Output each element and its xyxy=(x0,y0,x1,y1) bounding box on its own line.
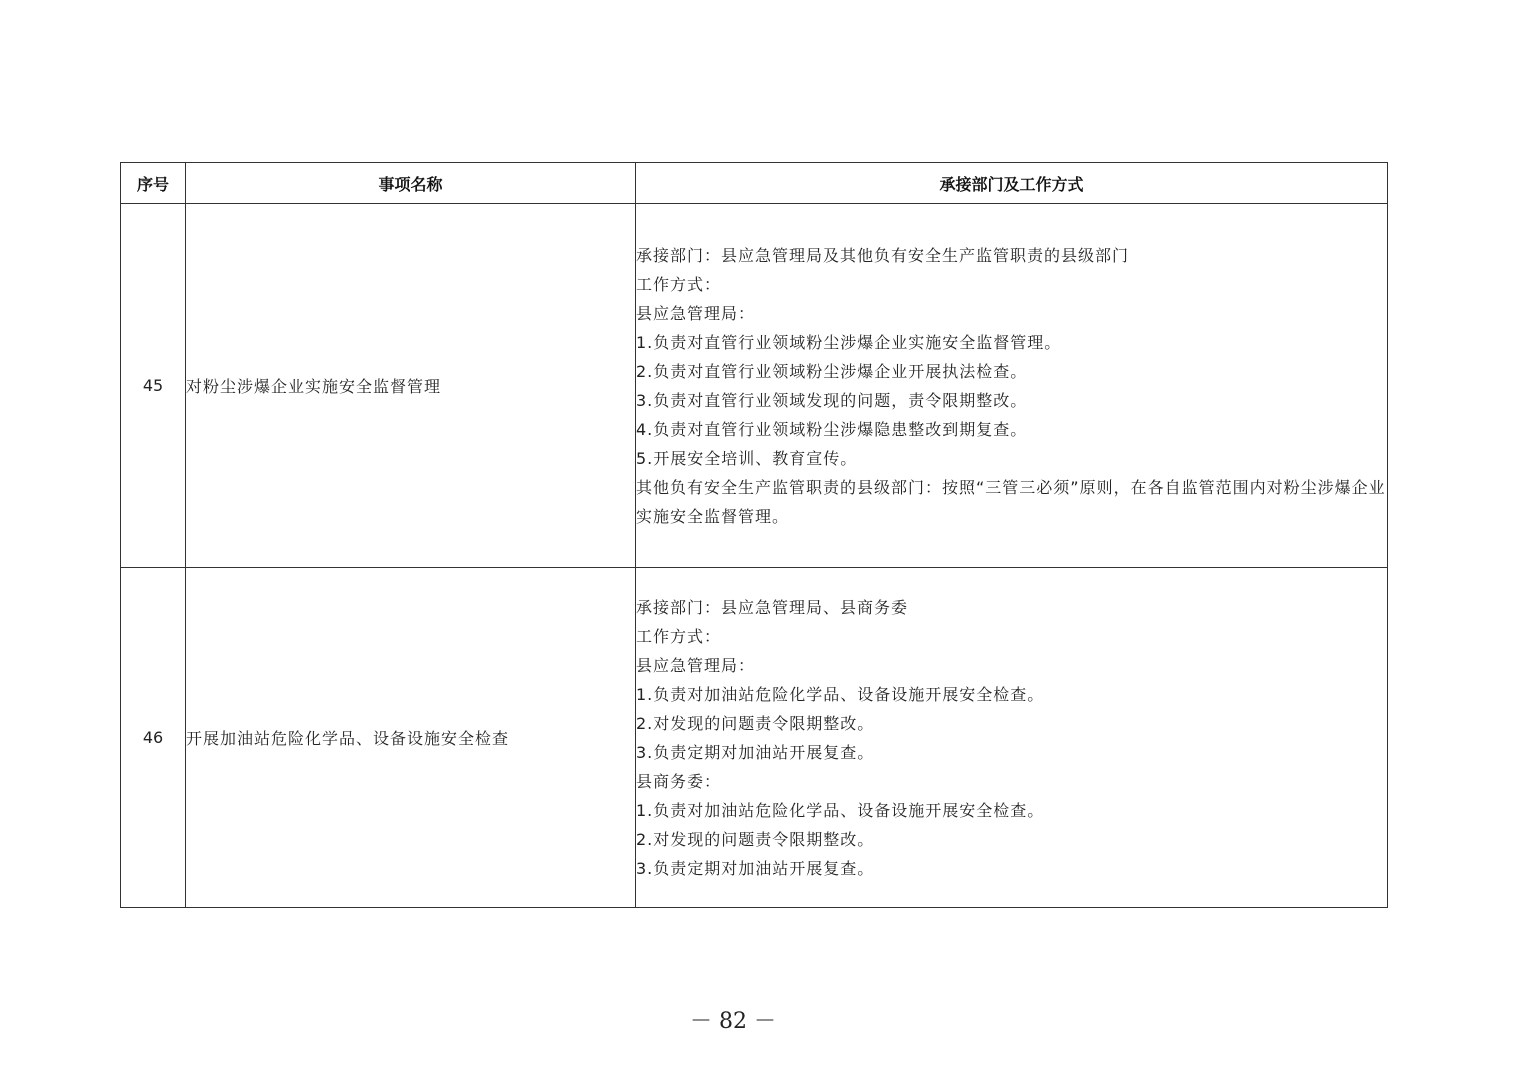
method-line: 县商务委： xyxy=(636,771,722,791)
method-line: 3.负责定期对加油站开展复查。 xyxy=(636,742,875,762)
method-line: 1.负责对加油站危险化学品、设备设施开展安全检查。 xyxy=(636,800,1045,820)
method-line: 4.负责对直管行业领域粉尘涉爆隐患整改到期复查。 xyxy=(636,419,1028,439)
method-line: 承接部门：县应急管理局、县商务委 xyxy=(636,597,909,617)
method-line: 县应急管理局： xyxy=(636,303,756,323)
method-line: 2.对发现的问题责令限期整改。 xyxy=(636,829,875,849)
table-row xyxy=(121,204,1388,568)
method-line: 其他负有安全生产监管职责的县级部门：按照“三管三必须”原则，在各自监管范围内对粉尘涉爆企业实施安全监督管理。 xyxy=(636,477,1386,526)
method-line: 1.负责对直管行业领域粉尘涉爆企业实施安全监督管理。 xyxy=(636,332,1062,352)
row-item-name: 对粉尘涉爆企业实施安全监督管理 xyxy=(186,204,636,568)
row-number: 45 xyxy=(121,204,186,568)
method-line: 工作方式： xyxy=(636,274,722,294)
method-line: 2.对发现的问题责令限期整改。 xyxy=(636,713,875,733)
row-number: 46 xyxy=(121,568,186,908)
method-line: 2.负责对直管行业领域粉尘涉爆企业开展执法检查。 xyxy=(636,361,1028,381)
method-line: 工作方式： xyxy=(636,626,722,646)
table-row xyxy=(121,568,1388,908)
header-department-method: 承接部门及工作方式 xyxy=(636,163,1388,204)
header-item-name: 事项名称 xyxy=(186,163,636,204)
header-number: 序号 xyxy=(121,163,186,204)
method-line: 县应急管理局： xyxy=(636,655,756,675)
row-department-method xyxy=(636,568,1388,908)
method-line: 3.负责定期对加油站开展复查。 xyxy=(636,858,875,878)
row-item-name: 开展加油站危险化学品、设备设施安全检查 xyxy=(186,568,636,908)
method-line: 3.负责对直管行业领域发现的问题，责令限期整改。 xyxy=(636,390,1028,410)
responsibility-table xyxy=(120,162,1388,908)
table-header-row xyxy=(121,163,1388,204)
page-number: － 82 － xyxy=(690,1009,776,1034)
method-line: 5.开展安全培训、教育宣传。 xyxy=(636,448,858,468)
method-line: 1.负责对加油站危险化学品、设备设施开展安全检查。 xyxy=(636,684,1045,704)
row-department-method xyxy=(636,204,1388,568)
method-line: 承接部门：县应急管理局及其他负有安全生产监管职责的县级部门 xyxy=(636,245,1130,265)
